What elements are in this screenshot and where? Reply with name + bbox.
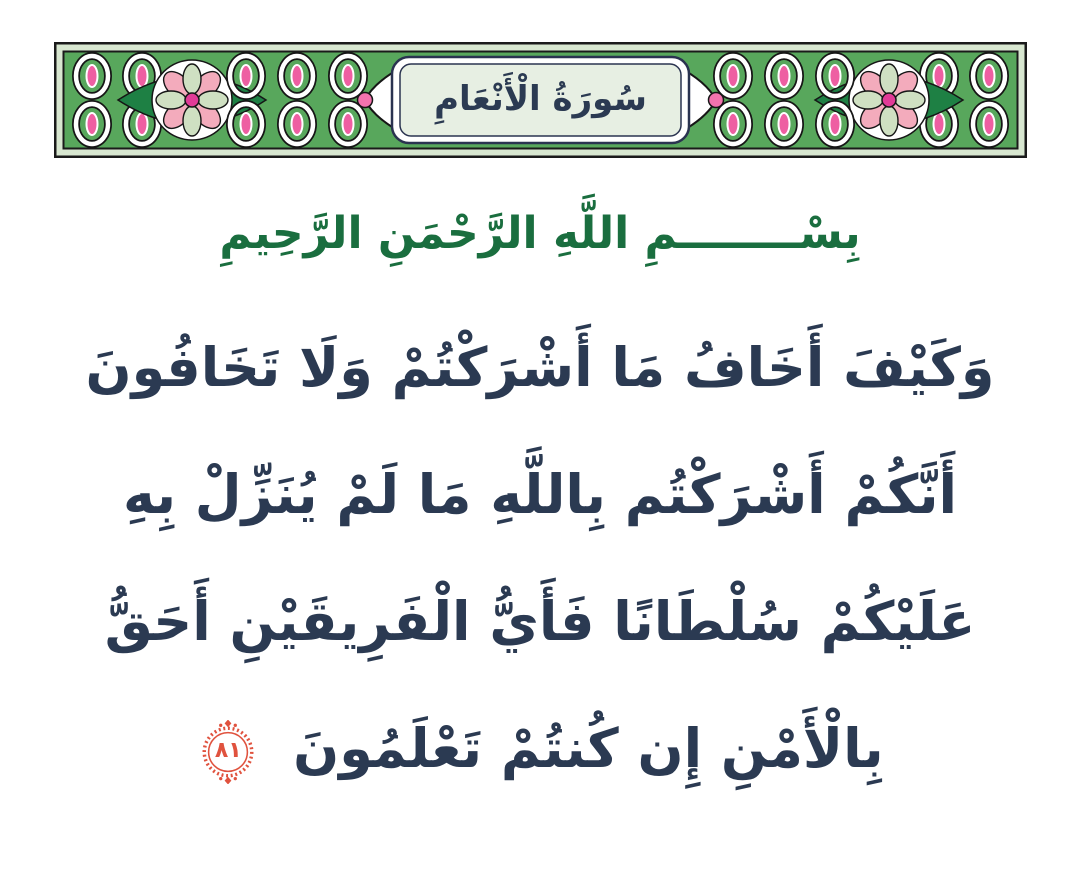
verse-line-4 <box>0 685 1080 812</box>
surah-header-banner <box>54 42 1027 158</box>
verse-content-area <box>0 178 1080 812</box>
ayah-end-marker <box>196 720 260 784</box>
verse-line-3: عَلَيْكُمْ سُلْطَانًا فَأَيُّ الْفَرِيقَيْنِ أَحَقُّ <box>104 590 976 653</box>
surah-title: سُورَةُ الْأَنْعَامِ <box>434 79 647 120</box>
verse-block <box>0 304 1080 812</box>
verse-line-1: وَكَيْفَ أَخَافُ مَا أَشْرَكْتُمْ وَلَا تَخَافُونَ <box>85 336 995 399</box>
verse-line-4-text: بِالْأَمْنِ إِن كُنتُمْ تَعْلَمُونَ <box>293 717 884 780</box>
bismillah-text: بِسْــــــــمِ اللَّهِ الرَّحْمَنِ الرَّحِيمِ <box>219 208 861 259</box>
ayah-number: ٨١ <box>214 738 242 764</box>
verse-line-2: أَنَّكُمْ أَشْرَكْتُم بِاللَّهِ مَا لَمْ يُنَزِّلْ بِهِ <box>122 463 958 526</box>
